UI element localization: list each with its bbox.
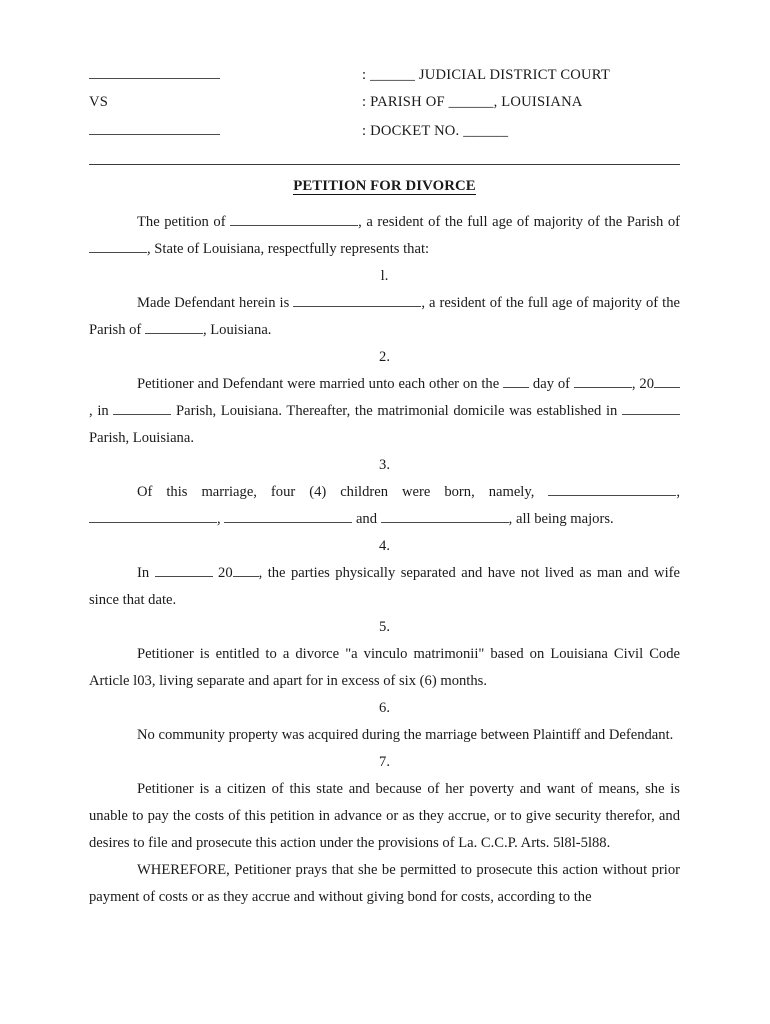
marriage-parish-blank	[113, 402, 171, 415]
p3-text-part3: ,	[217, 511, 225, 527]
paragraph-1	[89, 290, 680, 344]
defendant-name-blank	[293, 294, 421, 307]
p4-text-part1: In	[137, 565, 155, 581]
p2-text-part2: day of	[529, 376, 574, 392]
marriage-month-blank	[574, 375, 632, 388]
paragraph-number-3: 3.	[379, 457, 390, 473]
p1-text-part2: , a resident of the full age of majority of the Parish of	[89, 295, 680, 338]
paragraph-2	[89, 371, 680, 452]
p3-text-part1: Of this marriage, four (4) children were born, namely,	[137, 484, 549, 500]
paragraph-6: No community property was acquired during the marriage between Plaintiff and Defendant.	[137, 727, 674, 743]
plaintiff-blank-line	[89, 66, 220, 79]
caption-block	[89, 66, 680, 165]
page-title-text: PETITION FOR DIVORCE	[293, 178, 476, 194]
caption-divider-rule	[89, 164, 680, 165]
p4-text-part3: , the parties physically separated and have not lived as man and wife since that date.	[89, 565, 680, 608]
p2-text-part6: Parish, Louisiana.	[89, 430, 194, 446]
paragraph-4	[89, 560, 680, 614]
child-name-4-blank	[381, 510, 509, 523]
separation-month-blank	[155, 564, 213, 577]
intro-text-part1: The petition of	[137, 214, 231, 230]
marriage-year-blank	[654, 375, 680, 388]
paragraph-number-6: 6.	[379, 700, 390, 716]
p4-text-part2: 20	[212, 565, 233, 581]
paragraph-number-1: l.	[380, 268, 389, 284]
wherefore-clause: WHEREFORE, Petitioner prays that she be permitted to prosecute this action without prior payment of costs or as they accrue and without giving bond for costs, according to the	[89, 862, 680, 905]
petitioner-parish-blank	[89, 240, 147, 253]
p2-text-part3: , 20	[631, 376, 654, 392]
p2-text-part5: Parish, Louisiana. Thereafter, the matrimonial domicile was established in	[171, 403, 623, 419]
defendant-blank-line	[89, 122, 220, 135]
domicile-parish-blank	[622, 402, 680, 415]
paragraph-number-7: 7.	[379, 754, 390, 770]
intro-text-part3: , State of Louisiana, respectfully represents that:	[147, 241, 430, 257]
intro-text-part2: , a resident of the full age of majority of the Parish of	[358, 214, 680, 230]
p3-text-part4: and	[352, 511, 381, 527]
intro-paragraph	[89, 209, 680, 263]
paragraph-5: Petitioner is entitled to a divorce "a vinculo matrimonii" based on Louisiana Civil Code Article l03, living separate and apart for in excess of six (6) months.	[89, 646, 680, 689]
docket-number-label: : DOCKET NO. ______	[362, 122, 509, 139]
paragraph-number-5: 5.	[379, 619, 390, 635]
child-name-3-blank	[224, 510, 352, 523]
marriage-day-blank	[503, 375, 529, 388]
page-title	[89, 178, 680, 195]
paragraph-number-2: 2.	[379, 349, 390, 365]
p3-text-part2: ,	[676, 484, 680, 500]
separation-year-blank	[233, 564, 259, 577]
child-name-1-blank	[548, 483, 676, 496]
paragraph-3	[89, 479, 680, 533]
caption-row	[89, 66, 680, 94]
caption-row	[89, 94, 680, 122]
p1-text-part1: Made Defendant herein is	[137, 295, 294, 311]
parish-louisiana-label: : PARISH OF ______, LOUISIANA	[362, 94, 583, 110]
defendant-parish-blank	[145, 321, 203, 334]
child-name-2-blank	[89, 510, 217, 523]
paragraph-7: Petitioner is a citizen of this state and because of her poverty and want of means, she is unable to pay the costs of this petition in advance or as they accrue, or to give security therefor, and desires to file and prosecute this action under the provisions of La. C.C.P. Arts. 5l8l-5l88.	[89, 781, 680, 851]
vs-label: VS	[89, 94, 109, 110]
document-body	[89, 66, 680, 911]
paragraph-number-4: 4.	[379, 538, 390, 554]
p2-text-part1: Petitioner and Defendant were married unto each other on the	[137, 376, 504, 392]
plaintiff-name-field	[89, 66, 362, 84]
caption-row	[89, 122, 680, 150]
petitioner-name-blank	[230, 213, 358, 226]
judicial-district-court-label: : ______ JUDICIAL DISTRICT COURT	[362, 66, 610, 83]
p1-text-part3: , Louisiana.	[202, 322, 272, 338]
p2-text-part4: , in	[89, 403, 114, 419]
p3-text-part5: , all being majors.	[508, 511, 614, 527]
defendant-name-field	[89, 122, 362, 140]
